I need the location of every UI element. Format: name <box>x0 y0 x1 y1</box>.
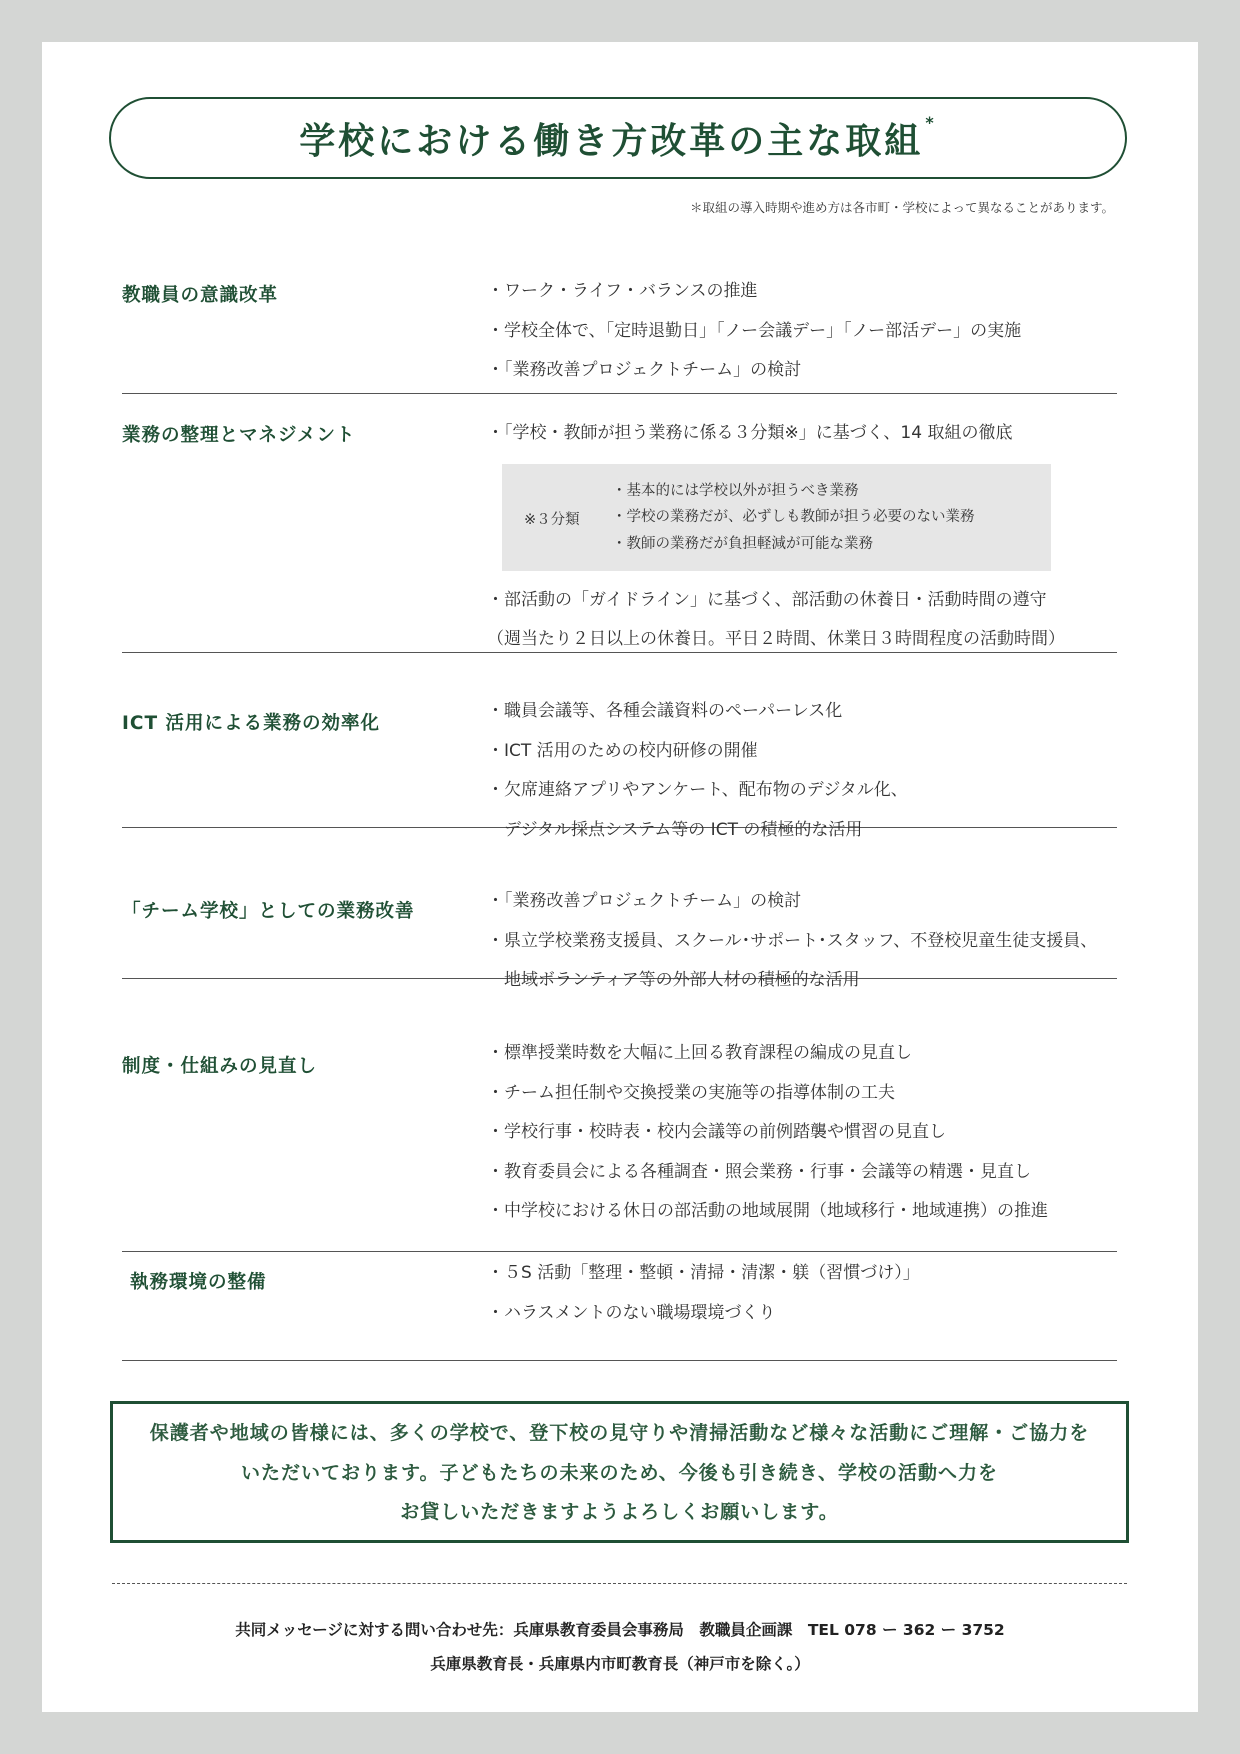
list-item: ・ワーク・ライフ・バランスの推進 <box>487 281 758 301</box>
list-item: ・部活動の「ガイドライン」に基づく、部活動の休養日・活動時間の遵守 <box>487 589 1047 610</box>
list-item: ・「業務改善プロジェクトチーム」の検討 <box>487 360 802 380</box>
section-awareness <box>122 272 1117 394</box>
list-item: ・教育委員会による各種調査・照会業務・行事・会議等の精選・見直し <box>487 1161 1031 1182</box>
classification-label: ※３分類 <box>524 511 580 528</box>
section-items <box>487 1254 920 1333</box>
dashed-divider <box>112 1583 1127 1584</box>
list-item: ・「業務改善プロジェクトチーム」の検討 <box>487 891 802 911</box>
message-line: 保護者や地域の皆様には、多くの学校で、登下校の見守りや清掃活動など様々な活動にご理解・ご協力を <box>149 1422 1090 1444</box>
list-item: ・教師の業務だが負担軽減が可能な業務 <box>612 535 873 552</box>
list-item: デジタル採点システム等の ICT の積極的な活用 <box>487 819 863 840</box>
list-item: ・県立学校業務支援員、スクール･サポート･スタッフ、不登校児童生徒支援員、 <box>487 930 1098 951</box>
footnote: ＊取組の導入時期や進め方は各市町・学校によって異なることがあります。 <box>689 200 1114 215</box>
document-page <box>42 42 1198 1712</box>
list-item: ・欠席連絡アプリやアンケート、配布物のデジタル化、 <box>487 780 908 800</box>
message-box <box>110 1401 1129 1543</box>
section-label: 「チーム学校」としての業務改善 <box>122 901 415 922</box>
section-team-school <box>122 891 1117 990</box>
section-items <box>487 1034 1048 1232</box>
section-items <box>487 414 1065 660</box>
title-footnote-mark: * <box>925 112 937 132</box>
section-label: 教職員の意識改革 <box>122 285 279 306</box>
page-title <box>299 113 936 164</box>
signatories: 兵庫県教育長・兵庫県内市町教育長（神戸市を除く。） <box>430 1655 810 1673</box>
list-item: ・５S 活動「整理・整頓・清掃・清潔・躾（習慣づけ）」 <box>487 1263 920 1283</box>
list-item: ・ハラスメントのない職場環境づくり <box>487 1302 776 1323</box>
section-ict <box>122 701 1117 840</box>
section-systems <box>122 1044 1117 1252</box>
section-items <box>487 882 1097 1001</box>
page-title-text: 学校における働き方改革の主な取組 <box>299 120 924 162</box>
section-label: 業務の整理とマネジメント <box>122 425 356 446</box>
list-item: ・チーム担任制や交換授業の実施等の指導体制の工夫 <box>487 1082 895 1103</box>
section-items <box>487 272 1021 391</box>
classification-items <box>612 478 975 558</box>
list-item: （週当たり２日以上の休養日。平日２時間、休業日３時間程度の活動時間） <box>487 629 1065 649</box>
list-item: ・中学校における休日の部活動の地域展開（地域移行・地域連携）の推進 <box>487 1201 1048 1221</box>
section-label: 制度・仕組みの見直し <box>122 1056 318 1077</box>
section-management <box>122 414 1117 653</box>
list-item: ・学校の業務だが、必ずしも教師が担う必要のない業務 <box>612 509 975 525</box>
title-banner <box>109 97 1127 179</box>
list-item: ・職員会議等、各種会議資料のペーパーレス化 <box>487 701 843 721</box>
section-environment <box>122 1263 1117 1361</box>
list-item: ・標準授業時数を大幅に上回る教育課程の編成の見直し <box>487 1043 912 1063</box>
message-line: いただいております。子どもたちの未来のため、今後も引き続き、学校の活動へ力を <box>241 1461 998 1484</box>
list-item: ・基本的には学校以外が担うべき業務 <box>612 482 859 499</box>
list-item: ・ICT 活用のための校内研修の開催 <box>487 740 758 761</box>
classification-box <box>502 464 1051 571</box>
message-line: お貸しいただきますようよろしくお願いします。 <box>400 1501 839 1523</box>
section-label: ICT 活用による業務の効率化 <box>122 713 381 734</box>
list-item: ・「学校・教師が担う業務に係る３分類※」に基づく、14 取組の徹底 <box>487 423 1013 443</box>
contact-info: 共同メッセージに対する問い合わせ先：兵庫県教育委員会事務局 教職員企画課 TEL 078 ー 362 ー 3752 <box>235 1621 1005 1639</box>
list-item: ・学校全体で、「定時退勤日」「ノー会議デー」「ノー部活デー」の実施 <box>487 320 1022 341</box>
list-item: 地域ボランティア等の外部人材の積極的な活用 <box>487 970 860 990</box>
list-item: ・学校行事・校時表・校内会議等の前例踏襲や慣習の見直し <box>487 1122 946 1142</box>
classification-box-wrap <box>487 464 1065 571</box>
section-label: 執務環境の整備 <box>130 1272 267 1293</box>
section-items <box>487 692 908 850</box>
